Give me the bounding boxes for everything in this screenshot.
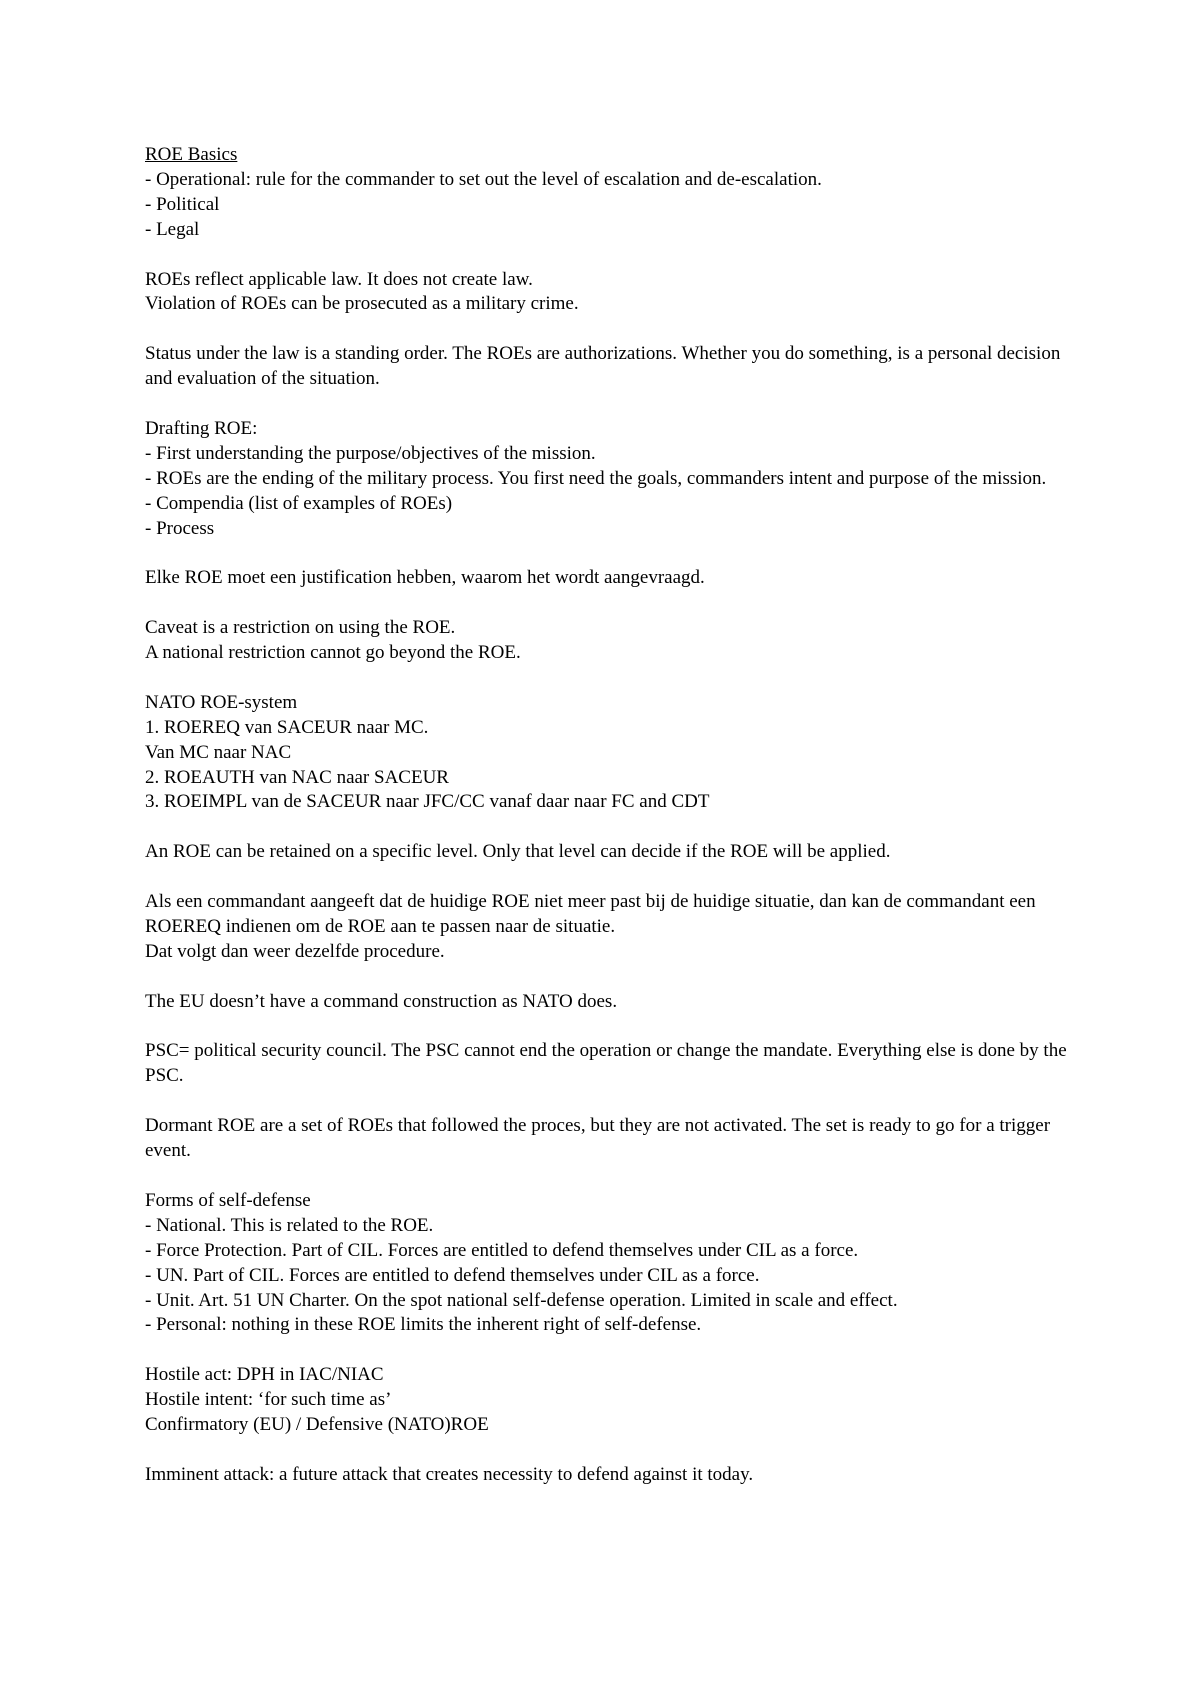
text-line: 2. ROEAUTH van NAC naar SACEUR	[145, 766, 449, 788]
text-line: - ROEs are the ending of the military process. You first need the goals, commanders intent and purpose of the mission.	[145, 467, 1047, 489]
paragraph-block	[145, 1363, 1075, 1438]
text-line: Drafting ROE:	[145, 417, 258, 439]
document-page	[145, 143, 1075, 1513]
paragraph-block	[145, 840, 1075, 865]
paragraph-block	[145, 691, 1075, 816]
paragraph-block	[145, 342, 1075, 392]
text-line: An ROE can be retained on a specific level. Only that level can decide if the ROE will be applied.	[145, 841, 891, 863]
text-line: - Unit. Art. 51 UN Charter. On the spot national self-defense operation. Limited in scale and effect.	[145, 1289, 898, 1311]
text-line: - Personal: nothing in these ROE limits the inherent right of self-defense.	[145, 1314, 702, 1336]
paragraph-block	[145, 1463, 1075, 1488]
text-line: Dat volgt dan weer dezelfde procedure.	[145, 940, 445, 962]
text-line: The EU doesn’t have a command construction as NATO does.	[145, 990, 618, 1012]
text-line: 3. ROEIMPL van de SACEUR naar JFC/CC vanaf daar naar FC and CDT	[145, 791, 710, 813]
text-line: - National. This is related to the ROE.	[145, 1214, 434, 1236]
text-line: Als een commandant aangeeft dat de huidige ROE niet meer past bij de huidige situatie, dan kan de commandant een ROEREQ indienen om de ROE aan te passen naar de situatie.	[145, 891, 1036, 937]
paragraph-block	[145, 417, 1075, 542]
paragraph-block	[145, 268, 1075, 318]
text-line: - Compendia (list of examples of ROEs)	[145, 492, 453, 514]
text-line: - Legal	[145, 218, 200, 240]
paragraph-block	[145, 616, 1075, 666]
text-line: - Process	[145, 517, 215, 539]
section-heading: ROE Basics	[145, 144, 238, 165]
paragraph-block	[145, 890, 1075, 965]
text-line: NATO ROE-system	[145, 691, 298, 713]
text-line: Imminent attack: a future attack that creates necessity to defend against it today.	[145, 1463, 754, 1485]
text-line: Hostile act: DPH in IAC/NIAC	[145, 1364, 384, 1386]
text-line: Violation of ROEs can be prosecuted as a military crime.	[145, 293, 579, 315]
paragraph-block	[145, 990, 1075, 1015]
text-line: PSC= political security council. The PSC cannot end the operation or change the mandate. Everything else is done by the PSC.	[145, 1040, 1067, 1087]
paragraph-block	[145, 1114, 1075, 1164]
text-line: Elke ROE moet een justification hebben, waarom het wordt aangevraagd.	[145, 567, 705, 589]
text-line: Hostile intent: ‘for such time as’	[145, 1389, 392, 1411]
text-line: A national restriction cannot go beyond the ROE.	[145, 642, 521, 664]
paragraph-block	[145, 566, 1075, 591]
text-line: Dormant ROE are a set of ROEs that followed the proces, but they are not activated. The set is ready to go for a trigger event.	[145, 1115, 1051, 1162]
text-line: ROEs reflect applicable law. It does not create law.	[145, 268, 533, 290]
text-line: - Operational: rule for the commander to set out the level of escalation and de-escalation.	[145, 168, 822, 190]
text-line: Van MC naar NAC	[145, 741, 292, 763]
paragraph-block	[145, 143, 1075, 243]
text-line: Status under the law is a standing order. The ROEs are authorizations. Whether you do something, is a personal decision and evaluation of the situation.	[145, 343, 1061, 390]
text-line: - Political	[145, 193, 220, 215]
text-line: Confirmatory (EU) / Defensive (NATO)ROE	[145, 1414, 489, 1436]
text-line: - Force Protection. Part of CIL. Forces are entitled to defend themselves under CIL as a force.	[145, 1239, 859, 1261]
paragraph-block	[145, 1189, 1075, 1338]
paragraph-block	[145, 1039, 1075, 1089]
text-line: Caveat is a restriction on using the ROE.	[145, 617, 456, 639]
text-line: Forms of self-defense	[145, 1189, 311, 1211]
text-line: - First understanding the purpose/objectives of the mission.	[145, 442, 596, 464]
text-line: - UN. Part of CIL. Forces are entitled to defend themselves under CIL as a force.	[145, 1264, 760, 1286]
text-line: 1. ROEREQ van SACEUR naar MC.	[145, 716, 429, 738]
